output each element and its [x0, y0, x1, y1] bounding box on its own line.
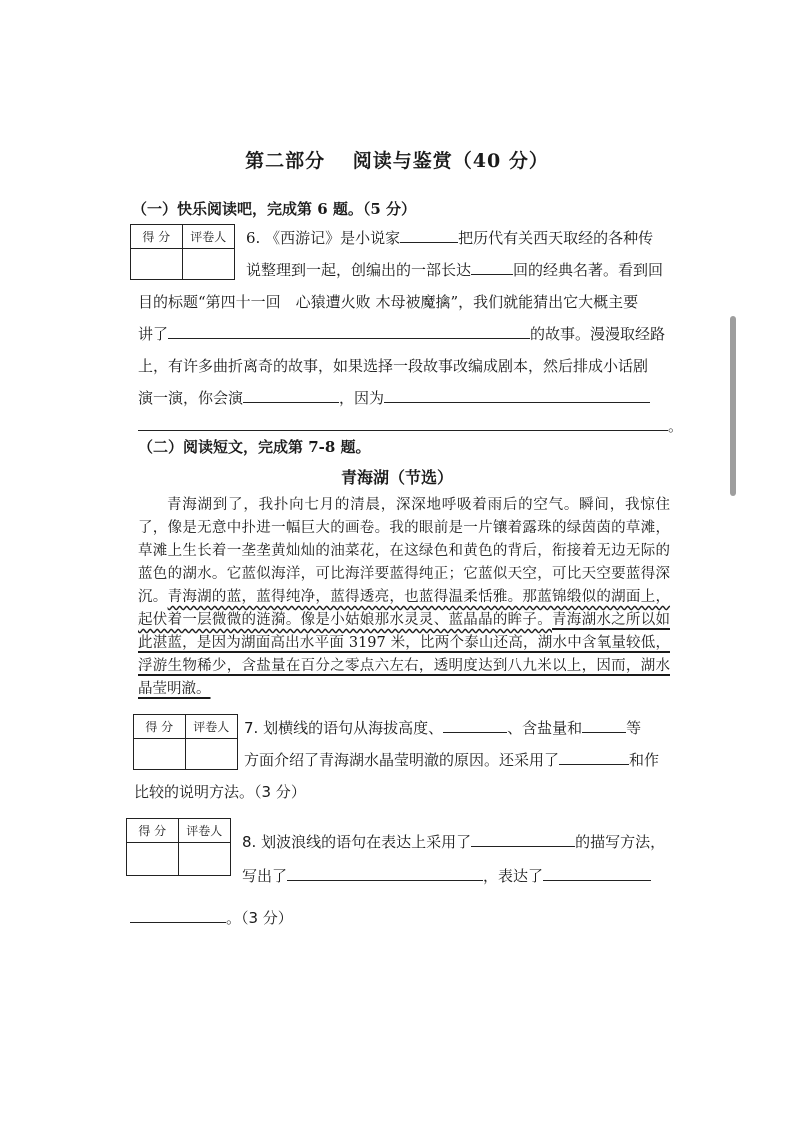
- score-label: 得 分: [134, 715, 186, 739]
- page-title: 第二部分 阅读与鉴赏（40 分）: [245, 150, 549, 172]
- scrollbar-thumb[interactable]: [730, 316, 736, 496]
- score-label: 得 分: [131, 225, 183, 249]
- score-cell: [134, 739, 186, 769]
- q8-line-1: 8. 划波浪线的语句在表达上采用了 的描写方法，: [242, 826, 665, 858]
- grader-cell: [183, 249, 235, 279]
- q8-line-2: 写出了 ，表达了: [242, 860, 651, 892]
- grader-label: 评卷人: [186, 715, 238, 739]
- answer-blank[interactable]: [400, 226, 458, 243]
- q6-line-1: 6. 《西游记》是小说家 把历代有关西天取经的各种传: [246, 222, 653, 254]
- passage-text: [138, 494, 670, 701]
- grader-cell: [186, 739, 238, 769]
- score-cell: [131, 249, 183, 279]
- q6-line-2: 说整理到一起，创编出的一部长达 回的经典名著。看到回: [246, 254, 663, 286]
- passage-title: 青海湖（节选）: [340, 468, 453, 487]
- answer-blank[interactable]: [243, 386, 339, 403]
- q6-line-5: 上，有许多曲折离奇的故事，如果选择一段故事改编成剧本，然后排成小话剧: [138, 357, 649, 375]
- score-box-q6: [130, 224, 235, 280]
- answer-blank[interactable]: [559, 748, 629, 765]
- answer-blank[interactable]: [168, 322, 530, 339]
- answer-blank[interactable]: [543, 864, 651, 881]
- q6-line-7: 。: [138, 410, 683, 442]
- q7-line-2: 方面介绍了青海湖水晶莹明澈的原因。还采用了 和作: [244, 744, 659, 776]
- passage-straight-underlined: 青海湖水之所以如此湛蓝，是因为湖面高出水平面 3197 米，比两个泰山还高，湖水中含氧量较低，浮游生物稀少，含盐量在百分之零点六左右，透明度达到八九米以上，因而，湖水晶莹明澈。: [138, 612, 670, 697]
- answer-blank[interactable]: [582, 716, 626, 733]
- grader-cell: [179, 843, 231, 875]
- answer-blank[interactable]: [287, 864, 483, 881]
- passage-plain: 青海湖到了，我扑向七月的清晨，深深地呼吸着雨后的空气。瞬间，我惊住了，像是无意中扑进一幅巨大的画卷。我的眼前是一片镶着露珠的绿茵茵的草滩，草滩上生长着一垄垄黄灿灿的油菜花，在这绿色和黄色的背后，衔接着无边无际的蓝色的湖水。它蓝似海洋，可比海洋要蓝得纯正；它蓝似天空，可比天空要蓝得深沉。: [138, 497, 670, 605]
- score-box-q7: [133, 714, 238, 770]
- q6-line-6: 演一演，你会演 ，因为: [138, 382, 650, 414]
- grader-label: 评卷人: [179, 819, 231, 843]
- section-heading-2: （二）阅读短文，完成第 7-8 题。: [138, 438, 371, 456]
- score-label: 得 分: [127, 819, 179, 843]
- answer-blank[interactable]: [471, 830, 575, 847]
- answer-blank[interactable]: [471, 258, 513, 275]
- q7-line-3: 比较的说明方法。（3 分）: [134, 783, 306, 801]
- grader-label: 评卷人: [183, 225, 235, 249]
- answer-blank[interactable]: [138, 414, 668, 431]
- answer-blank[interactable]: [130, 906, 226, 923]
- score-box-q8: [126, 818, 231, 876]
- passage-wavy-underlined: 青海湖的蓝，蓝得纯净，蓝得透亮，也蓝得温柔恬雅。那蓝锦缎似的湖面上，起伏着一层微微的涟漪。像是小姑娘那水灵灵、蓝晶晶的眸子。: [138, 589, 671, 628]
- q6-line-4: 讲了 的故事。漫漫取经路: [138, 318, 665, 350]
- answer-blank[interactable]: [384, 386, 650, 403]
- q7-line-1: 7. 划横线的语句从海拔高度、 、含盐量和 等: [244, 712, 641, 744]
- score-cell: [127, 843, 179, 875]
- section-heading-1: （一）快乐阅读吧，完成第 6 题。（5 分）: [132, 200, 417, 218]
- q6-line-3: 目的标题“第四十一回 心猿遭火败 木母被魔擒”，我们就能猜出它大概主要: [138, 293, 639, 311]
- q8-line-3: 。（3 分）: [130, 902, 293, 934]
- answer-blank[interactable]: [443, 716, 507, 733]
